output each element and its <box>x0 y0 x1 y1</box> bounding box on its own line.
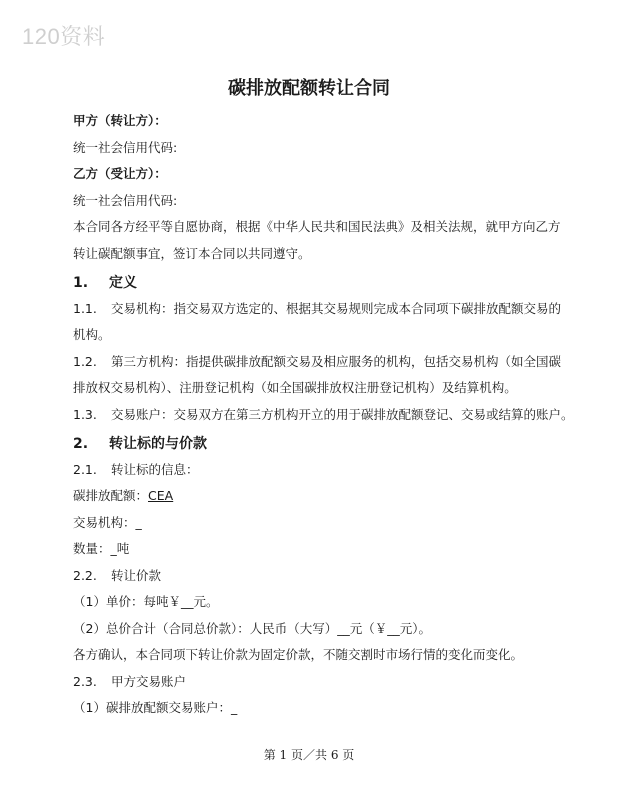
preamble-line-1: 本合同各方经平等自愿协商，根据《中华人民共和国民法典》及相关法规，就甲方向乙方 <box>73 219 561 234</box>
clause-text: 交易账户：交易双方在第三方机构开立的用于碳排放配额登记、交易或结算的账户。 <box>111 407 574 422</box>
clause-2-2 <box>73 568 161 584</box>
definition-1-1 <box>73 301 561 317</box>
party-a-credit-code: 统一社会信用代码: <box>73 140 178 155</box>
watermark-logo: 120资料 <box>22 24 106 49</box>
definition-1-1-cont: 机构。 <box>73 327 111 342</box>
fixed-price-note: 各方确认，本合同项下转让价款为固定价款，不随交割时市场行情的变化而变化。 <box>73 647 524 662</box>
total-price: （2）总价合计（合同总价款）：人民币（大写）__元（￥__元）。 <box>73 621 431 636</box>
section-2-number: 2. <box>73 436 89 452</box>
preamble-line-2: 转让碳配额事宜，签订本合同以共同遵守。 <box>73 246 311 261</box>
allowance-label: 碳排放配额： <box>73 488 149 503</box>
clause-number: 1.3. <box>73 407 97 422</box>
clause-text: 转让价款 <box>111 568 162 583</box>
account-blank: _ <box>230 700 238 715</box>
allowance-row <box>73 488 173 504</box>
account-row <box>73 700 237 716</box>
account-label: （1）碳排放配额交易账户： <box>73 700 231 715</box>
party-a-label: 甲方（转让方）： <box>73 113 167 128</box>
exchange-label: 交易机构： <box>73 515 136 530</box>
clause-text: 甲方交易账户 <box>111 674 187 689</box>
exchange-blank: _ <box>135 515 142 530</box>
page-footer: 第 1 页／共 6 页 <box>263 748 355 762</box>
document-title: 碳排放配额转让合同 <box>228 78 390 99</box>
clause-number: 2.1. <box>73 462 97 477</box>
section-1-number: 1. <box>73 275 89 291</box>
section-2-heading <box>73 433 207 453</box>
clause-number: 1.1. <box>73 301 97 316</box>
definition-1-3 <box>73 407 574 423</box>
exchange-row <box>73 515 142 531</box>
section-1-heading <box>73 272 137 292</box>
party-b-label: 乙方（受让方）： <box>73 166 167 181</box>
section-2-title: 转让标的与价款 <box>109 436 207 452</box>
clause-number: 1.2. <box>73 354 97 369</box>
clause-number: 2.3. <box>73 674 97 689</box>
quantity-value: _吨 <box>110 541 130 556</box>
clause-2-1 <box>73 462 199 478</box>
section-1-title: 定义 <box>109 275 137 291</box>
clause-text: 转让标的信息： <box>111 462 199 477</box>
definition-1-2 <box>73 354 561 370</box>
quantity-row <box>73 541 129 557</box>
clause-text: 第三方机构：指提供碳排放配额交易及相应服务的机构，包括交易机构（如全国碳 <box>111 354 562 369</box>
quantity-label: 数量： <box>73 541 111 556</box>
definition-1-2-cont: 排放权交易机构）、注册登记机构（如全国碳排放权注册登记机构）及结算机构。 <box>73 380 517 395</box>
clause-2-3 <box>73 674 186 690</box>
clause-number: 2.2. <box>73 568 97 583</box>
allowance-value: CEA <box>148 488 174 503</box>
clause-text: 交易机构：指交易双方选定的、根据其交易规则完成本合同项下碳排放配额交易的 <box>111 301 562 316</box>
unit-price: （1）单价：每吨￥__元。 <box>73 594 219 609</box>
party-b-credit-code: 统一社会信用代码: <box>73 193 178 208</box>
